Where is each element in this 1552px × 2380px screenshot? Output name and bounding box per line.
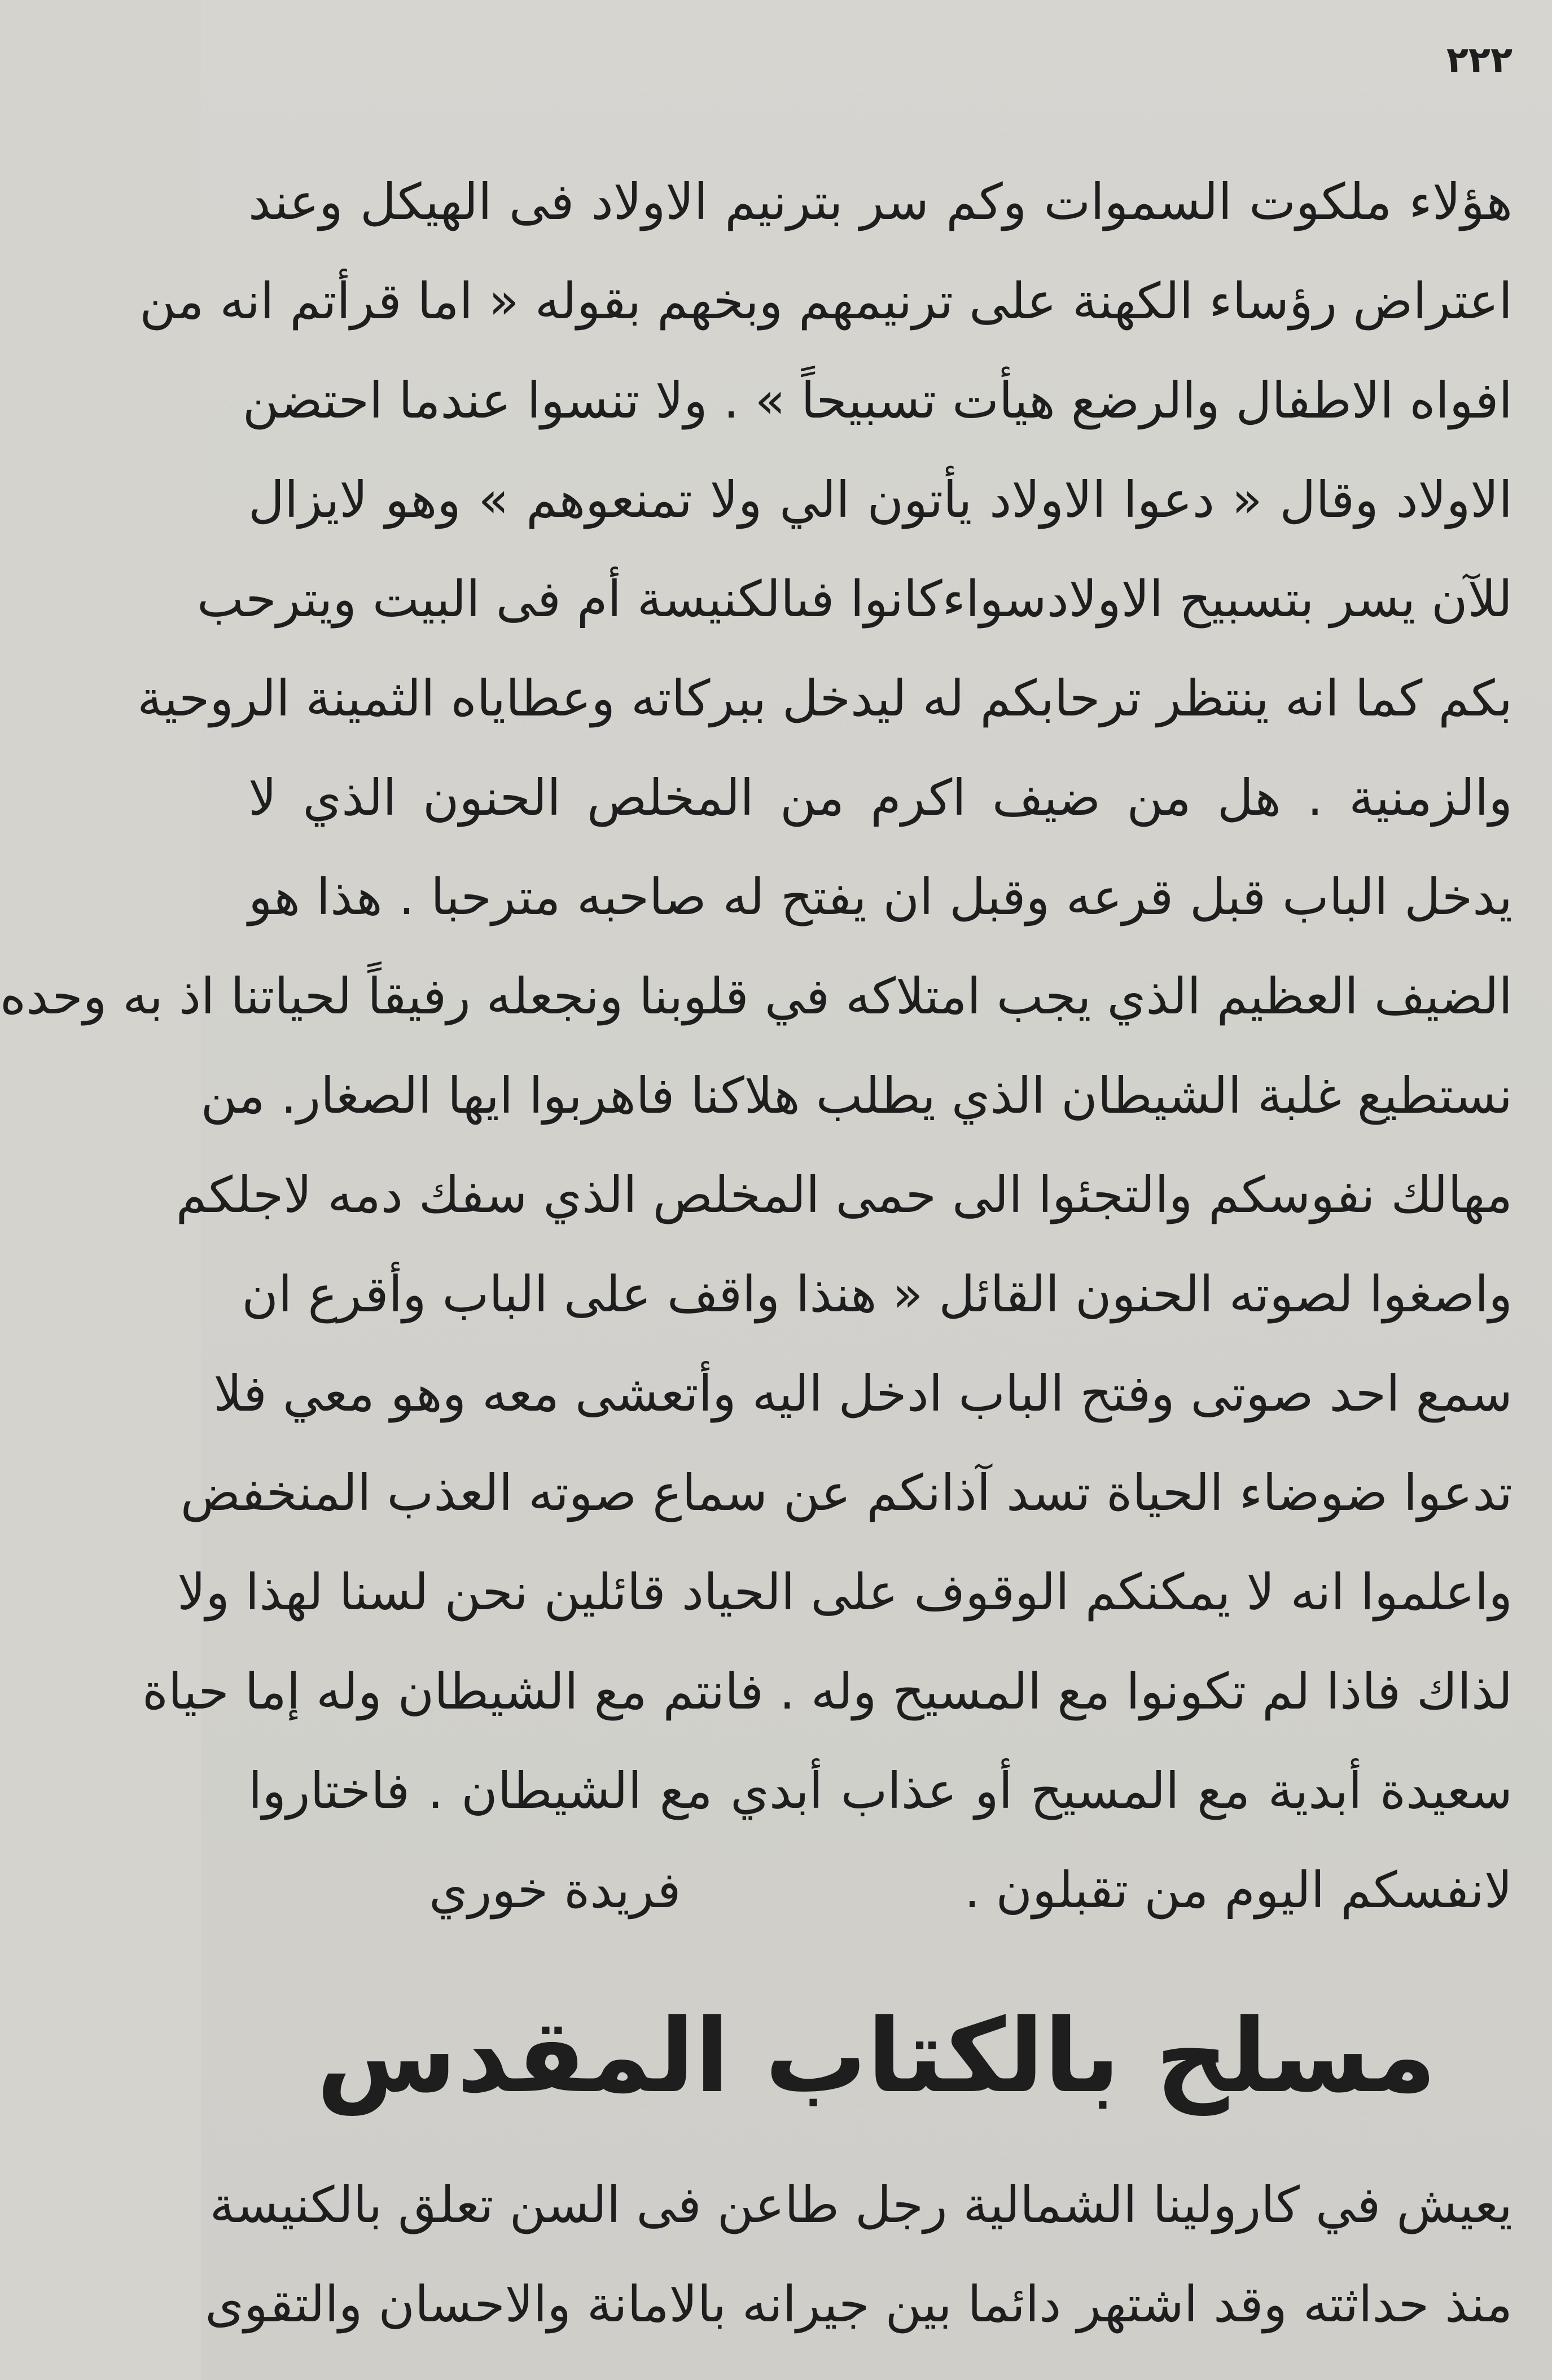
text-line: الاولاد وقال « دعوا الاولاد يأتون الي ولا تمنعوهم » وهو لايزال	[248, 471, 1512, 529]
page-number: ٢٢٢	[1446, 39, 1512, 81]
text-line: يعيش في كارولينا الشمالية رجل طاعن فى السن تعلق بالكنيسة	[209, 2176, 1512, 2234]
article-body-2	[205, 2155, 1512, 2354]
text-line: والزمنية . هل من ضيف اكرم من المخلص الحنون الذي لا	[248, 769, 1512, 827]
text-line: نستطيع غلبة الشيطان الذي يطلب هلاكنا فاهربوا ايها الصغار. من	[200, 1066, 1512, 1125]
text-line: يدخل الباب قبل قرعه وقبل ان يفتح له صاحبه مترحبا . هذا هو	[248, 868, 1512, 926]
article-body	[0, 152, 1512, 1940]
text-line: واصغوا لصوته الحنون القائل « هنذا واقف على الباب وأقرع ان	[242, 1265, 1512, 1323]
text-line: للآن يسر بتسبيح الاولادسواءكانوا فىالكنيسة أم فى البيت ويترحب	[196, 570, 1512, 628]
text-line: اعتراض رؤساء الكهنة على ترنيمهم وبخهم بقوله « اما قرأتم انه من	[139, 272, 1512, 330]
text-line: لذاك فاذا لم تكونوا مع المسيح وله . فانتم مع الشيطان وله إما حياة	[142, 1662, 1512, 1720]
text-line: واعلموا انه لا يمكنكم الوقوف على الحياد قائلين نحن لسنا لهذا ولا	[177, 1563, 1512, 1621]
text-line: مهالك نفوسكم والتجئوا الى حمى المخلص الذي سفك دمه لاجلكم	[176, 1166, 1512, 1224]
text-line: منذ حداثته وقد اشتهر دائما بين جيرانه بالامانة والاحسان والتقوى	[205, 2275, 1512, 2333]
text-line: سعيدة أبدية مع المسيح أو عذاب أبدي مع الشيطان . فاختاروا	[248, 1762, 1512, 1820]
text-line: تدعوا ضوضاء الحياة تسد آذانكم عن سماع صوته العذب المنخفض	[180, 1464, 1512, 1522]
section-title: مسلح بالكتاب المقدس	[316, 1997, 1437, 2115]
closing-row	[248, 1841, 1512, 1940]
text-line: بكم كما انه ينتظر ترحابكم له ليدخل ببركاته وعطاياه الثمينة الروحية	[137, 669, 1512, 727]
text-line: افواه الاطفال والرضع هيأت تسبيحاً » . ولا تنسوا عندما احتضن	[242, 371, 1512, 429]
author-signature: فريدة خوري	[429, 1861, 681, 1919]
text-line: سمع احد صوتى وفتح الباب ادخل اليه وأتعشى معه وهو معي فلا	[213, 1364, 1512, 1422]
text-line: الضيف العظيم الذي يجب امتلاكه في قلوبنا ونجعله رفيقاً لحياتنا اذ به وحده	[0, 967, 1512, 1025]
text-line: هؤلاء ملكوت السموات وكم سر بترنيم الاولاد فى الهيكل وعند	[248, 173, 1512, 231]
text-line: لانفسكم اليوم من تقبلون .	[964, 1861, 1512, 1919]
